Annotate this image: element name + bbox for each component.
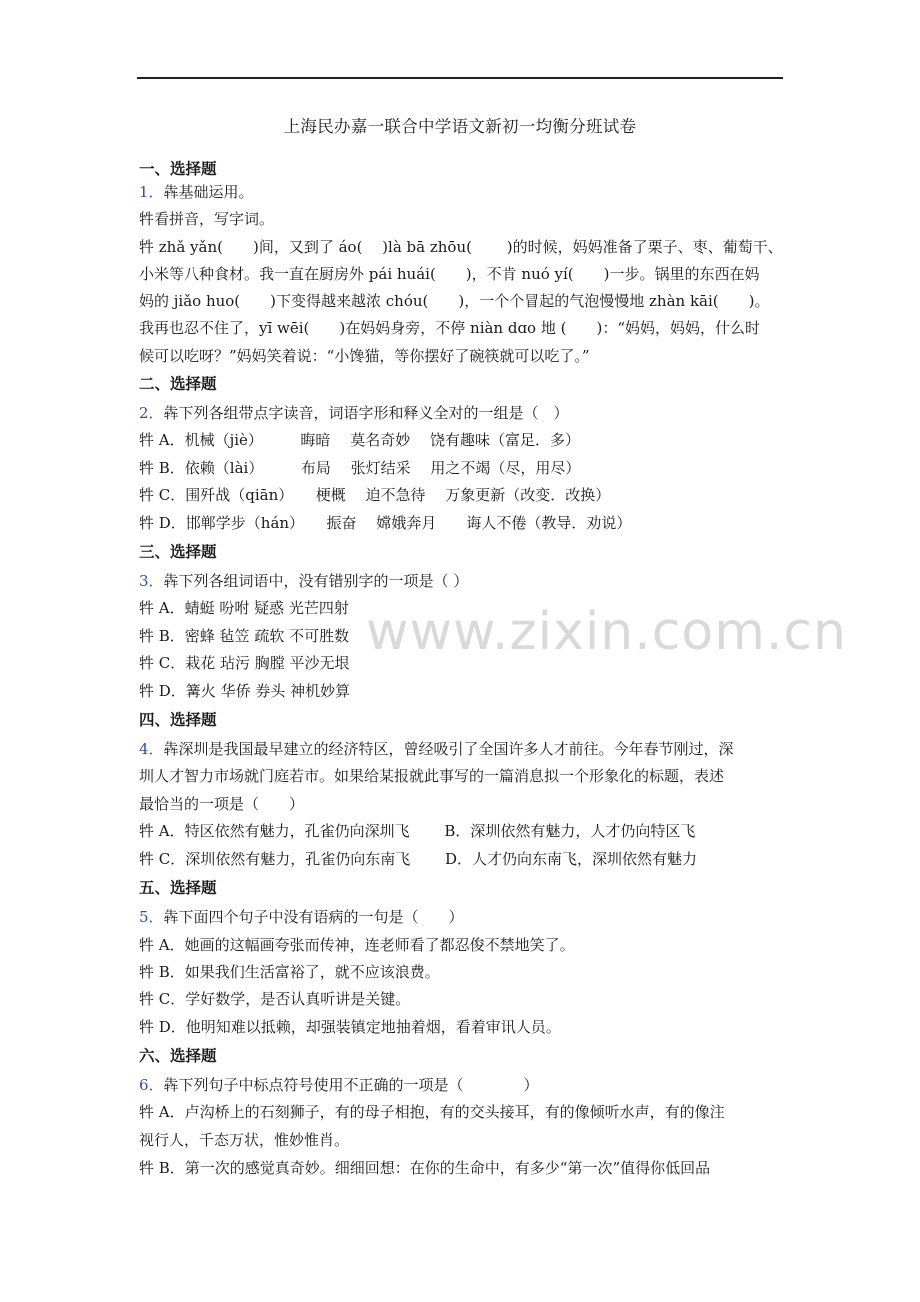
question-number: 3． [139, 572, 164, 590]
question-stem [139, 1074, 539, 1096]
section-heading: 六、选择题 [139, 1047, 217, 1065]
question-text: 犇下列各组带点字读音，词语字形和释义全对的一组是（ ） [163, 404, 569, 422]
text-line: 牪 D．他明知难以抵赖，却强装镇定地抽着烟，看着审讯人员。 [139, 1018, 561, 1036]
question-text: 犇基础运用。 [163, 183, 254, 201]
text-line: 候可以吃呀？”妈妈笑着说：“小馋猫，等你摆好了碗筷就可以吃了。” [139, 347, 590, 365]
text-line: 牪 zhǎ yǎn( )间，又到了 áo( )là bā zhōu( )的时候，妈妈准备了栗子、枣、葡萄干、 [139, 238, 783, 256]
header-rule [137, 77, 783, 79]
question-number: 6． [139, 1076, 164, 1094]
section-heading: 五、选择题 [139, 879, 217, 897]
question-text: 犇深圳是我国最早建立的经济特区，曾经吸引了全国许多人才前往。今年春节刚过，深 [163, 740, 734, 758]
question-stem [139, 402, 569, 424]
text-line: 牪 A．她画的这幅画夸张而传神，连老师看了都忍俊不禁地笑了。 [139, 936, 575, 954]
text-line: 牪 C．围歼战（qiān） 梗概 迫不急待 万象更新（改变．改换） [139, 486, 611, 504]
question-stem [139, 906, 464, 928]
text-line: 牪 A．特区依然有魅力，孔雀仍向深圳飞 B．深圳依然有魅力，人才仍向特区飞 [139, 822, 696, 840]
text-line: 牪 C．栽花 玷污 胸膛 平沙无垠 [139, 654, 350, 672]
page-title: 上海民办嘉一联合中学语文新初一均衡分班试卷 [283, 117, 637, 136]
text-line: 牪 D．篝火 华侨 券头 神机妙算 [139, 682, 351, 700]
text-line: 小米等八种食材。我一直在厨房外 pái huái( )，不肯 nuó yí( )一步。锅里的东西在妈 [139, 265, 760, 283]
question-text: 犇下列各组词语中，没有错别字的一项是（ ） [163, 572, 469, 590]
text-line: 牪看拼音，写字词。 [139, 210, 275, 228]
question-number: 2． [139, 404, 164, 422]
text-line: 圳人才智力市场就门庭若市。如果给某报就此事写的一篇消息拟一个形象化的标题，表述 [139, 767, 725, 785]
text-line: 我再也忍不住了，yī wēi( )在妈妈身旁，不停 niàn dɑo 地 ( )：“妈妈，妈妈，什么时 [139, 319, 761, 337]
section-heading: 四、选择题 [139, 711, 217, 729]
text-line: 牪 B．依赖（lài） 布局 张灯结采 用之不竭（尽，用尽） [139, 459, 581, 477]
text-line: 牪 B．如果我们生活富裕了，就不应该浪费。 [139, 963, 440, 981]
watermark: www.zixin.com.cn [366, 602, 847, 662]
question-number: 1． [139, 183, 164, 201]
text-line: 最恰当的一项是（ ） [139, 795, 305, 813]
question-number: 5． [139, 908, 164, 926]
question-number: 4． [139, 740, 164, 758]
text-line: 牪 A．卢沟桥上的石刻狮子，有的母子相抱，有的交头接耳，有的像倾听水声，有的像注 [139, 1103, 725, 1121]
question-stem [139, 738, 734, 760]
question-stem [139, 181, 254, 203]
text-line: 牪 B．第一次的感觉真奇妙。细细回想：在你的生命中，有多少“第一次”值得你低回品 [139, 1159, 711, 1177]
question-stem [139, 570, 468, 592]
question-text: 犇下面四个句子中没有语病的一句是（ ） [163, 908, 464, 926]
section-heading: 三、选择题 [139, 543, 217, 561]
text-line: 牪 B．密蜂 毡笠 疏软 不可胜数 [139, 627, 350, 645]
text-line: 视行人，千态万状，惟妙惟肖。 [139, 1131, 350, 1149]
text-line: 妈的 jiǎo huo( )下变得越来越浓 chóu( )，一个个冒起的气泡慢慢地 zhàn kāi( )。 [139, 292, 770, 310]
text-line: 牪 A．蜻蜓 吩咐 疑惑 光芒四射 [139, 599, 349, 617]
section-heading: 二、选择题 [139, 375, 217, 393]
text-line: 牪 A．机械（jiè） 晦暗 莫名奇妙 饶有趣味（富足．多） [139, 431, 580, 449]
text-line: 牪 C．深圳依然有魅力，孔雀仍向东南飞 D．人才仍向东南飞，深圳依然有魅力 [139, 850, 698, 868]
text-line: 牪 D．邯郸学步（hán） 振奋 嫦娥奔月 诲人不倦（教导．劝说） [139, 514, 632, 532]
section-heading: 一、选择题 [139, 160, 217, 178]
text-line: 牪 C．学好数学，是否认真听讲是关键。 [139, 990, 411, 1008]
question-text: 犇下列句子中标点符号使用不正确的一项是（ ） [163, 1076, 539, 1094]
